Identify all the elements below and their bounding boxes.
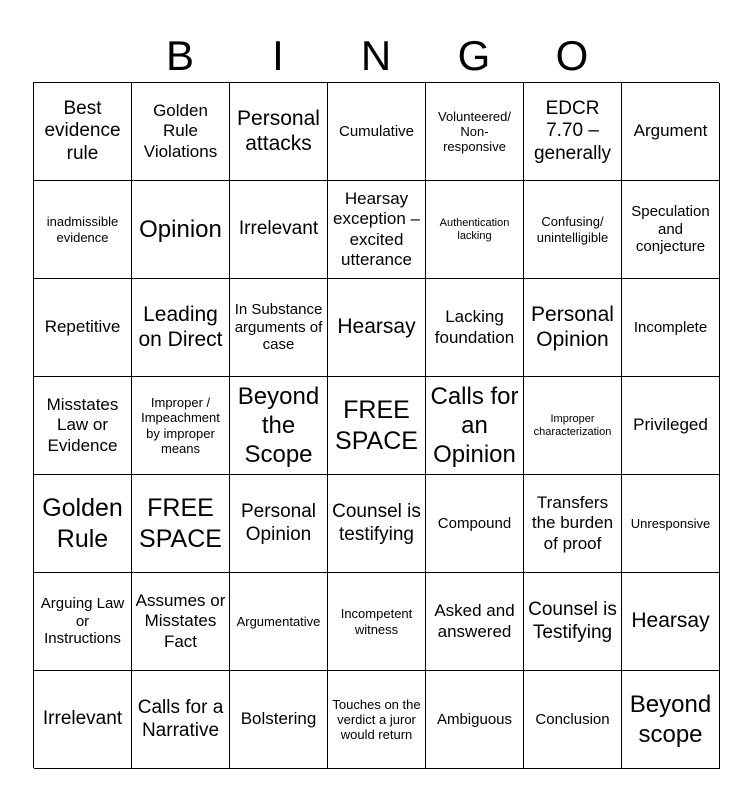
cell-text: Repetitive — [44, 317, 121, 337]
cell-text: Privileged — [633, 415, 708, 435]
cell-text: Personal attacks — [237, 106, 320, 155]
bingo-cell[interactable] — [524, 377, 622, 475]
title-letter-n: N — [360, 32, 392, 79]
cell-text: Improper / Impeachment by improper means — [141, 394, 220, 456]
bingo-cell[interactable] — [524, 671, 622, 769]
cell-text: Hearsay exception –excited utterance — [333, 189, 420, 269]
cell-text: inadmissible evidence — [46, 214, 119, 245]
bingo-cell[interactable] — [230, 83, 328, 181]
bingo-cell[interactable] — [426, 279, 524, 377]
bingo-cell[interactable] — [622, 279, 720, 377]
cell-text: Conclusion — [535, 710, 610, 728]
title-letter-b: B — [165, 32, 194, 79]
cell-text: Hearsay — [337, 315, 416, 339]
bingo-cell[interactable] — [230, 377, 328, 475]
bingo-cell[interactable] — [132, 377, 230, 475]
bingo-cell[interactable] — [426, 377, 524, 475]
cell-text: Ambiguous — [436, 710, 513, 728]
bingo-cell[interactable] — [328, 475, 426, 573]
cell-text: Calls for an Opinion — [430, 382, 519, 469]
title-letter-o: O — [555, 32, 589, 79]
bingo-cell[interactable] — [328, 181, 426, 279]
bingo-cell[interactable] — [328, 671, 426, 769]
bingo-cell[interactable] — [524, 475, 622, 573]
cell-text: Best evidence rule — [44, 97, 121, 164]
bingo-cell[interactable] — [34, 671, 132, 769]
cell-text: Leading on Direct — [138, 302, 223, 351]
cell-text: Beyond the Scope — [237, 382, 320, 469]
cell-text: Irrelevant — [238, 218, 319, 240]
cell-text: Golden Rule Violations — [143, 101, 218, 161]
bingo-cell[interactable] — [426, 181, 524, 279]
bingo-cell[interactable] — [622, 671, 720, 769]
cell-text: Authentication lacking — [439, 216, 510, 242]
cell-text: In Substance arguments of case — [234, 300, 323, 354]
bingo-cell[interactable] — [230, 279, 328, 377]
cell-text: Counsel is Testifying — [528, 599, 617, 643]
cell-text: Lacking foundation — [434, 307, 515, 347]
title-letter-g: G — [457, 32, 491, 79]
bingo-cell[interactable] — [132, 181, 230, 279]
bingo-cell[interactable] — [622, 573, 720, 671]
bingo-cell[interactable] — [34, 181, 132, 279]
cell-text: Compound — [437, 514, 512, 532]
bingo-cell[interactable] — [426, 573, 524, 671]
cell-text: Arguing Law or Instructions — [40, 594, 125, 648]
cell-text: Incompetent witness — [340, 606, 413, 637]
bingo-cell[interactable] — [230, 671, 328, 769]
cell-text: Personal Opinion — [531, 302, 614, 351]
bingo-cell[interactable] — [132, 671, 230, 769]
cell-text: Misstates Law or Evidence — [46, 395, 119, 455]
cell-text: Cumulative — [338, 122, 415, 140]
cell-text: FREE SPACE — [139, 494, 222, 553]
cell-text: Asked and answered — [434, 601, 515, 641]
bingo-cell[interactable] — [426, 671, 524, 769]
cell-text: Irrelevant — [42, 708, 123, 730]
bingo-cell[interactable] — [132, 83, 230, 181]
cell-text: Calls for a Narrative — [137, 697, 224, 741]
free-space-cell[interactable] — [328, 377, 426, 475]
cell-text: Argumentative — [236, 613, 321, 629]
title-letter-i: I — [272, 32, 284, 79]
bingo-cell[interactable] — [328, 83, 426, 181]
cell-text: Bolstering — [240, 709, 317, 729]
bingo-cell[interactable] — [622, 377, 720, 475]
cell-text: Speculation and conjecture — [631, 202, 710, 256]
bingo-cell[interactable] — [524, 181, 622, 279]
bingo-cell[interactable] — [524, 573, 622, 671]
cell-text: Assumes or Misstates Fact — [135, 591, 226, 651]
cell-text: Personal Opinion — [241, 501, 316, 545]
bingo-cell[interactable] — [230, 475, 328, 573]
bingo-header — [33, 30, 719, 82]
cell-text: Beyond scope — [629, 691, 712, 748]
cell-text: Golden Rule — [42, 494, 123, 553]
cell-text: Unresponsive — [630, 515, 711, 531]
cell-text: Volunteered/ Non-responsive — [437, 108, 511, 155]
cell-text: Touches on the verdict a juror would return — [332, 696, 421, 743]
bingo-cell[interactable] — [34, 83, 132, 181]
bingo-cell[interactable] — [622, 83, 720, 181]
cell-text: Incomplete — [633, 318, 708, 336]
bingo-cell[interactable] — [132, 573, 230, 671]
cell-text: Opinion — [139, 215, 222, 243]
cell-text: Improper characterization — [533, 412, 612, 438]
cell-text: FREE SPACE — [335, 396, 418, 455]
bingo-cell[interactable] — [524, 83, 622, 181]
bingo-cell[interactable] — [328, 573, 426, 671]
bingo-cell[interactable] — [132, 279, 230, 377]
cell-text: Argument — [633, 121, 708, 141]
bingo-cell[interactable] — [230, 181, 328, 279]
bingo-cell[interactable] — [622, 475, 720, 573]
cell-text: EDCR 7.70 – generally — [533, 97, 612, 164]
bingo-cell[interactable] — [622, 181, 720, 279]
bingo-cell[interactable] — [328, 279, 426, 377]
cell-text: Confusing/ unintelligible — [536, 214, 609, 245]
cell-text: Counsel is testifying — [332, 501, 421, 545]
free-space-cell[interactable] — [132, 475, 230, 573]
bingo-cell[interactable] — [524, 279, 622, 377]
bingo-cell[interactable] — [34, 475, 132, 573]
bingo-cell[interactable] — [426, 83, 524, 181]
bingo-cell[interactable] — [230, 573, 328, 671]
bingo-cell[interactable] — [426, 475, 524, 573]
bingo-board — [33, 82, 719, 768]
bingo-cell[interactable] — [34, 377, 132, 475]
bingo-cell[interactable] — [34, 279, 132, 377]
cell-text: Hearsay — [631, 609, 710, 633]
bingo-cell[interactable] — [34, 573, 132, 671]
cell-text: Transfers the burden of proof — [531, 493, 614, 553]
